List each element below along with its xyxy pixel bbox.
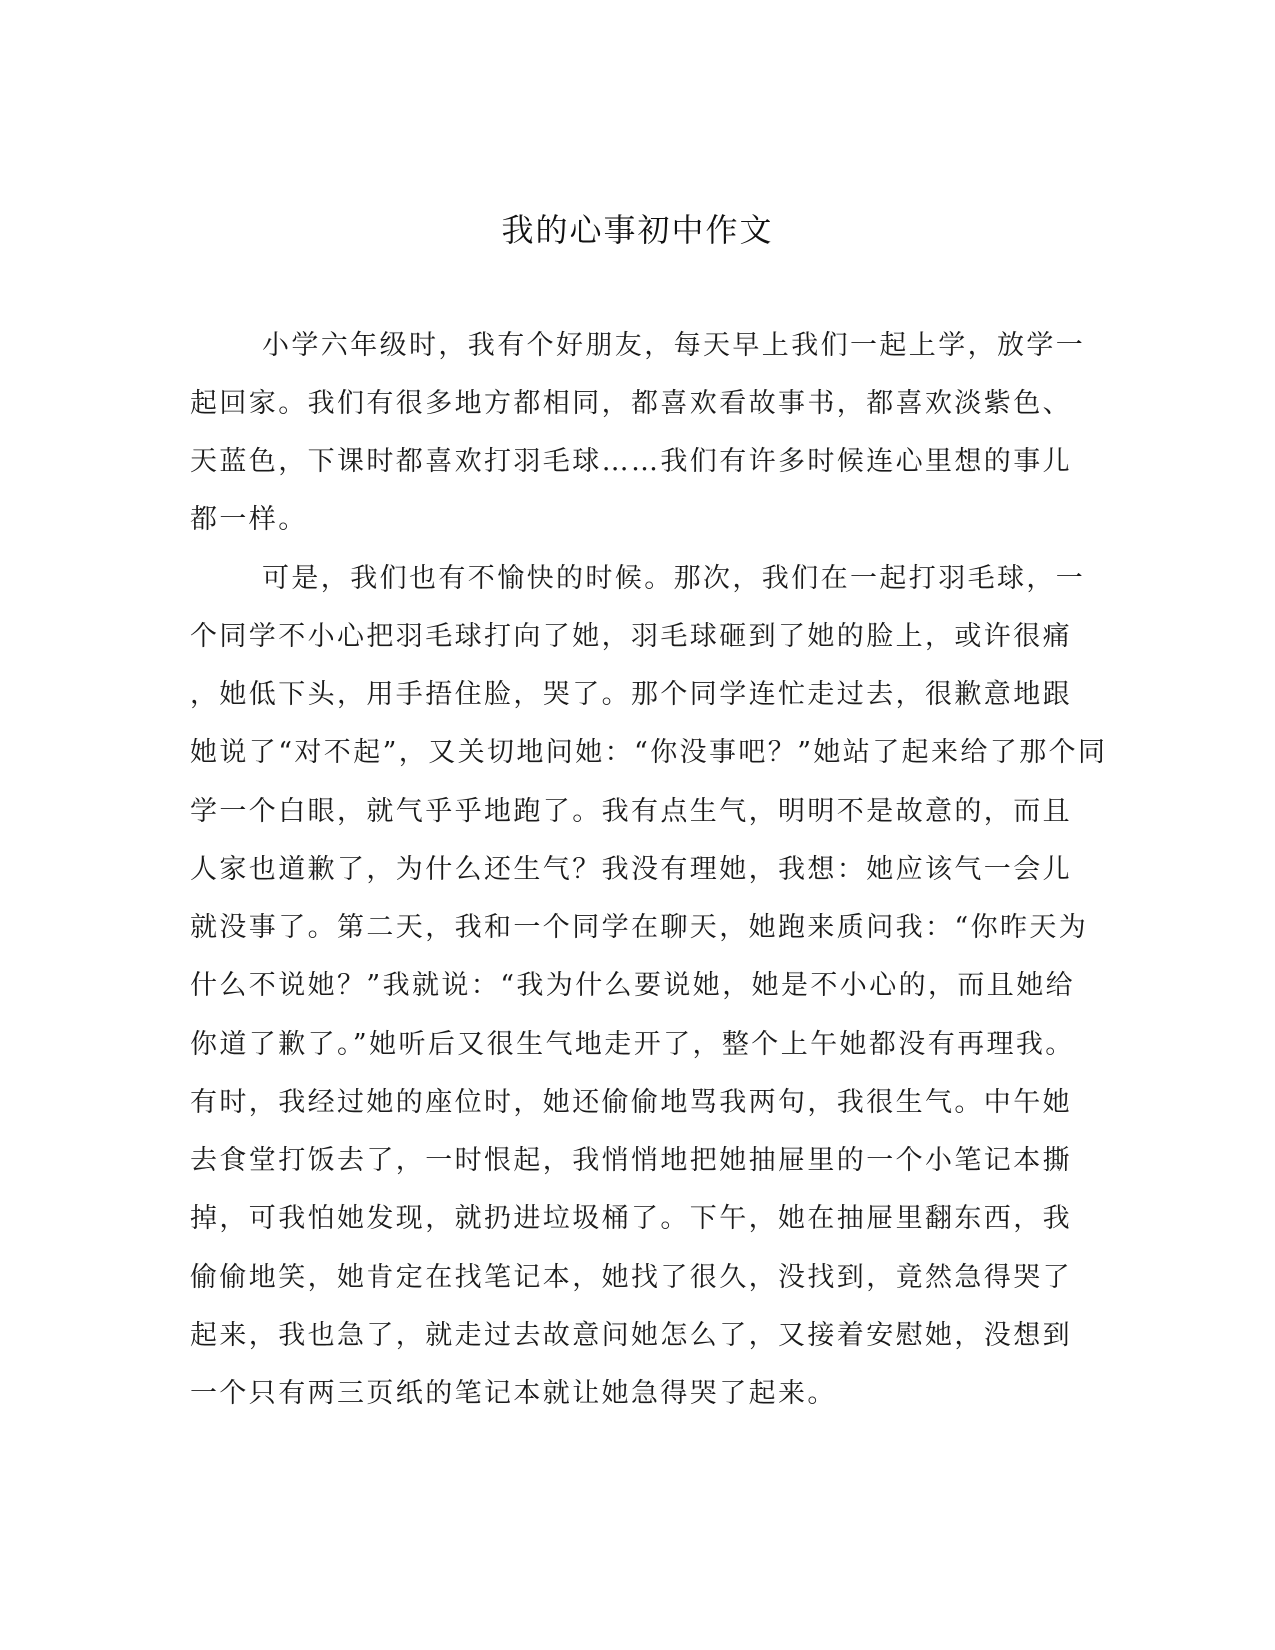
paragraph-1-line-2: 起回家。我们有很多地方都相同，都喜欢看故事书，都喜欢淡紫色、 (190, 388, 1072, 419)
paragraph-1-line-4: 都一样。 (190, 504, 308, 535)
paragraph-2-line-15: 一个只有两三页纸的笔记本就让她急得哭了起来。 (190, 1378, 837, 1409)
paragraph-2-line-12: 掉，可我怕她发现，就扔进垃圾桶了。下午，她在抽屉里翻东西，我 (190, 1203, 1072, 1234)
paragraph-2-line-6: 人家也道歉了，为什么还生气？我没有理她，我想：她应该气一会儿 (190, 854, 1072, 885)
paragraph-2-line-2: 个同学不小心把羽毛球打向了她，羽毛球砸到了她的脸上，或许很痛 (190, 621, 1072, 652)
paragraph-2-line-11: 去食堂打饭去了，一时恨起，我悄悄地把她抽屉里的一个小笔记本撕 (190, 1145, 1072, 1176)
paragraph-2-line-13: 偷偷地笑，她肯定在找笔记本，她找了很久，没找到，竟然急得哭了 (190, 1262, 1072, 1293)
paragraph-1-line-1: 小学六年级时，我有个好朋友，每天早上我们一起上学，放学一 (262, 330, 1086, 361)
paragraph-2-line-14: 起来，我也急了，就走过去故意问她怎么了，又接着安慰她，没想到 (190, 1320, 1072, 1351)
paragraph-2-line-7: 就没事了。第二天，我和一个同学在聊天，她跑来质问我：“你昨天为 (190, 912, 1089, 943)
paragraph-2-line-9: 你道了歉了。”她听后又很生气地走开了，整个上午她都没有再理我。 (190, 1029, 1075, 1060)
paragraph-2-line-5: 学一个白眼，就气乎乎地跑了。我有点生气，明明不是故意的，而且 (190, 796, 1072, 827)
page-title: 我的心事初中作文 (501, 211, 774, 249)
paragraph-2-line-4: 她说了“对不起”，又关切地问她：“你没事吧？”她站了起来给了那个同 (190, 737, 1108, 768)
paragraph-2-line-10: 有时，我经过她的座位时，她还偷偷地骂我两句，我很生气。中午她 (190, 1087, 1072, 1118)
paragraph-2-line-3: ，她低下头，用手捂住脸，哭了。那个同学连忙走过去，很歉意地跟 (190, 679, 1072, 710)
paragraph-1-line-3: 天蓝色，下课时都喜欢打羽毛球……我们有许多时候连心里想的事儿 (190, 446, 1072, 477)
paragraph-2-line-8: 什么不说她？”我就说：“我为什么要说她，她是不小心的，而且她给 (190, 970, 1076, 1001)
paragraph-2-line-1: 可是，我们也有不愉快的时候。那次，我们在一起打羽毛球，一 (262, 563, 1086, 594)
